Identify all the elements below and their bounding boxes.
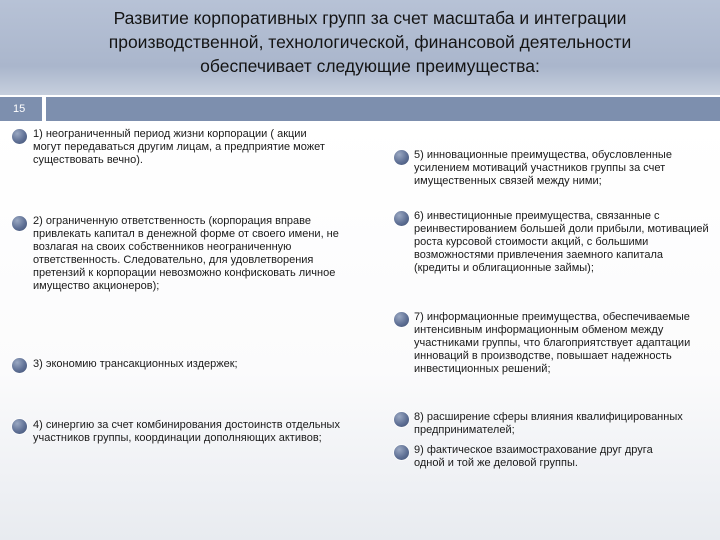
title-header <box>0 0 720 95</box>
title-line: обеспечивает следующие преимущества: <box>200 56 540 76</box>
list-item: 4) синергию за счет комбинирования достоинств отдельных участников группы, координации дополняющих активов; <box>33 419 340 444</box>
list-item: 6) инвестиционные преимущества, связанные с реинвестированием большей доли прибыли, мотивацией роста курсовой стоимости акций, с большими возможностями привлечения заемного капитала (кредиты и облигационные займы); <box>414 210 709 274</box>
bullet-icon <box>394 150 409 165</box>
slide-title <box>60 6 680 78</box>
list-item: 9) фактическое взаимострахование друг друга одной и той же деловой группы. <box>414 444 653 469</box>
bullet-icon <box>12 216 27 231</box>
title-line: Развитие корпоративных групп за счет масштаба и интеграции <box>113 8 627 28</box>
bullet-icon <box>12 129 27 144</box>
list-item: 1) неограниченный период жизни корпорации ( акции могут передаваться другим лицам, а предприятие может существовать вечно). <box>33 128 325 166</box>
list-item: 2) ограниченную ответственность (корпорация вправе привлекать капитал в денежной форме от своего имени, не возлагая на своих собственников неограниченную ответственность. Следовательно, для удовлетворения претензий к корпорации невозможно конфисковать личное имущество акционеров); <box>33 215 339 292</box>
bullet-icon <box>394 312 409 327</box>
bullet-icon <box>12 419 27 434</box>
slide-number: 15 <box>0 97 42 121</box>
bullet-icon <box>394 445 409 460</box>
bullet-icon <box>394 412 409 427</box>
list-item: 8) расширение сферы влияния квалифицированных предпринимателей; <box>414 411 683 436</box>
divider-bar <box>46 97 720 121</box>
list-item: 5) инновационные преимущества, обусловленные усилением мотиваций участников группы за счет имущественных связей между ними; <box>414 149 672 187</box>
bullet-icon <box>12 358 27 373</box>
bullet-icon <box>394 211 409 226</box>
title-line: производственной, технологической, финансовой деятельности <box>108 32 632 52</box>
list-item: 3) экономию трансакционных издержек; <box>33 358 238 370</box>
list-item: 7) информационные преимущества, обеспечиваемые интенсивным информационным обменом между участниками группы, что благоприятствует адаптации инноваций в производстве, повышает надежность инвестиционных решений; <box>414 311 691 375</box>
